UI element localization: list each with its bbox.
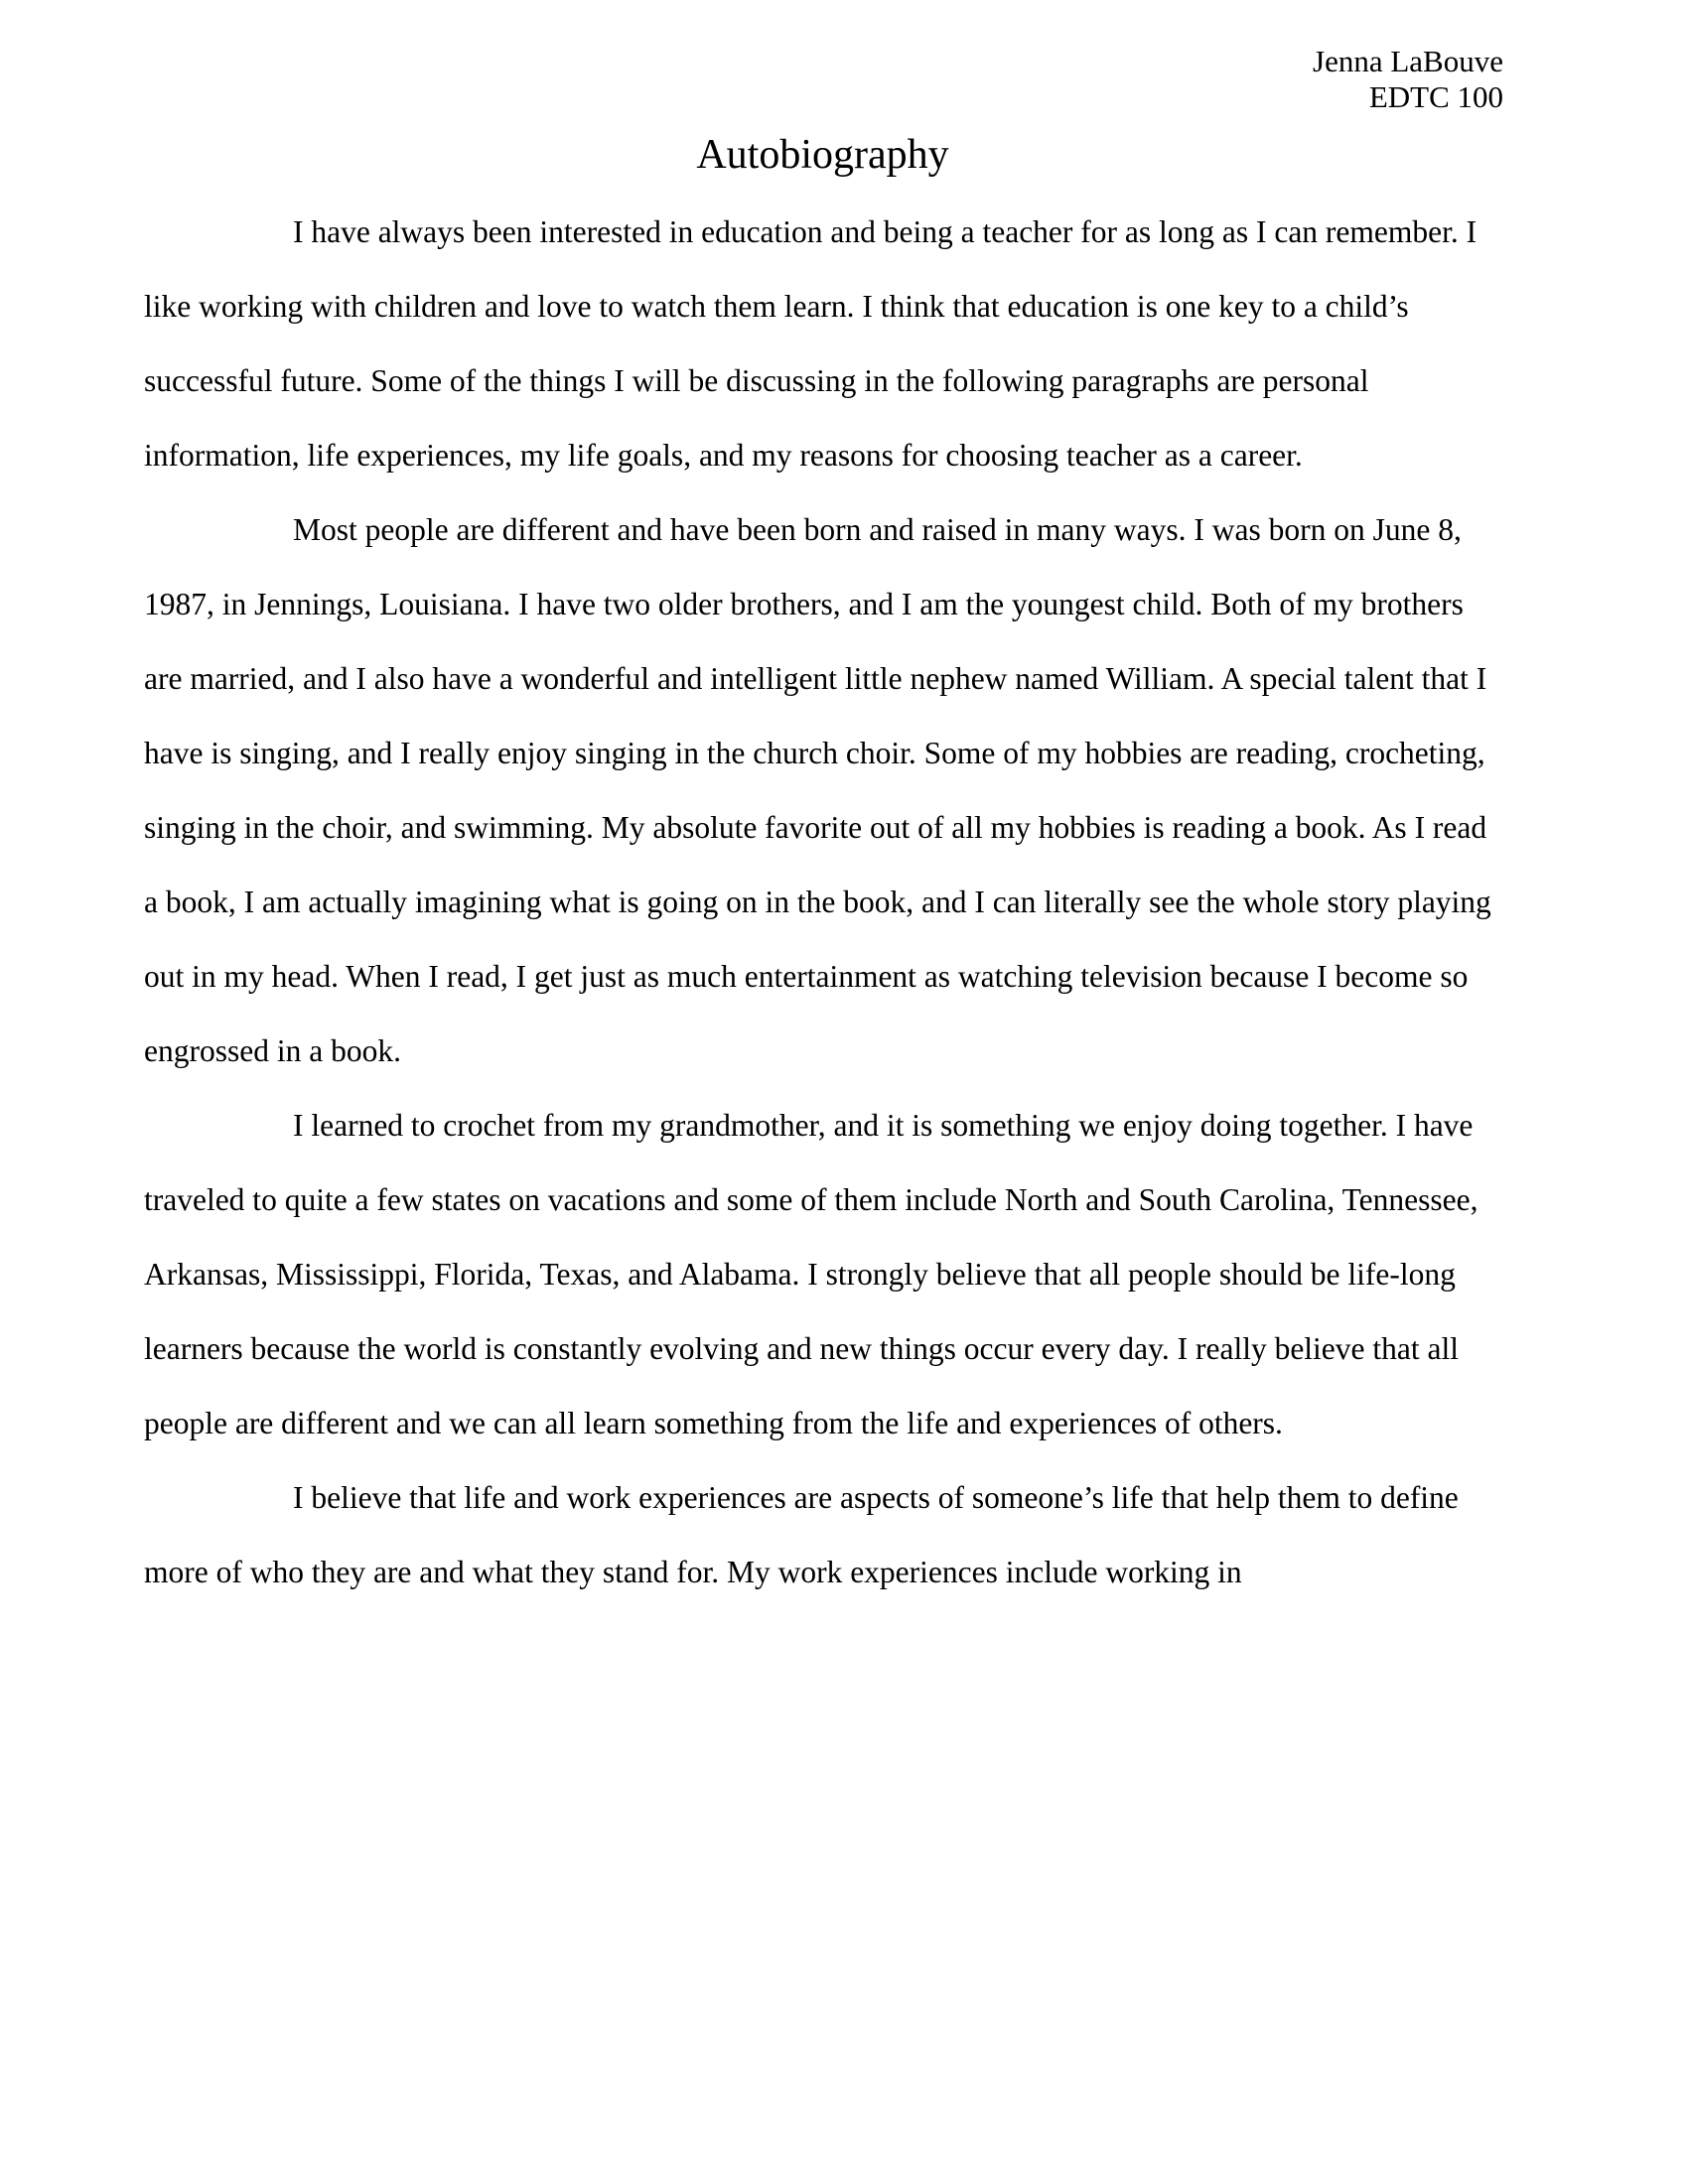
- course-code: EDTC 100: [1368, 79, 1503, 114]
- paragraph-intro: I have always been interested in education and being a teacher for as long as I can remember. I like working with children and love to watch them learn. I think that education is one key to a child’s successful future. Some of the things I will be discussing in the following paragraphs are personal information, life experiences, my life goals, and my reasons for choosing teacher as a career.: [144, 214, 1477, 473]
- paragraph-personal-info: Most people are different and have been born and raised in many ways. I was born on June 8, 1987, in Jennings, Louisiana. I have two older brothers, and I am the youngest child. Both of my brothers are married, and I also have a wonderful and intelligent little nephew named William. A special talent that I have is singing, and I really enjoy singing in the church choir. Some of my hobbies are reading, crocheting, singing in the choir, and swimming. My absolute favorite out of all my hobbies is reading a book. As I read a book, I am actually imagining what is going on in the book, and I can literally see the whole story playing out in my head. When I read, I get just as much entertainment as watching television because I become so engrossed in a book.: [144, 512, 1491, 1068]
- paragraph-hobbies-travel: I learned to crochet from my grandmother, and it is something we enjoy doing together. I have traveled to quite a few states on vacations and some of them include North and South Carolina, Tennessee, Arkansas, Mississippi, Florida, Texas, and Alabama. I strongly believe that all people should be life-long learners because the world is constantly evolving and new things occur every day. I really believe that all people are different and we can all learn something from the life and experiences of others.: [144, 1108, 1478, 1440]
- paragraph-work-experience: I believe that life and work experiences are aspects of someone’s life that help them to define more of who they are and what they stand for. My work experiences include working in: [144, 1480, 1459, 1589]
- document-title: Autobiography: [696, 132, 949, 178]
- document-body: [0, 195, 1688, 1609]
- document-header: [0, 0, 1688, 115]
- author-name: Jenna LaBouve: [1313, 44, 1503, 78]
